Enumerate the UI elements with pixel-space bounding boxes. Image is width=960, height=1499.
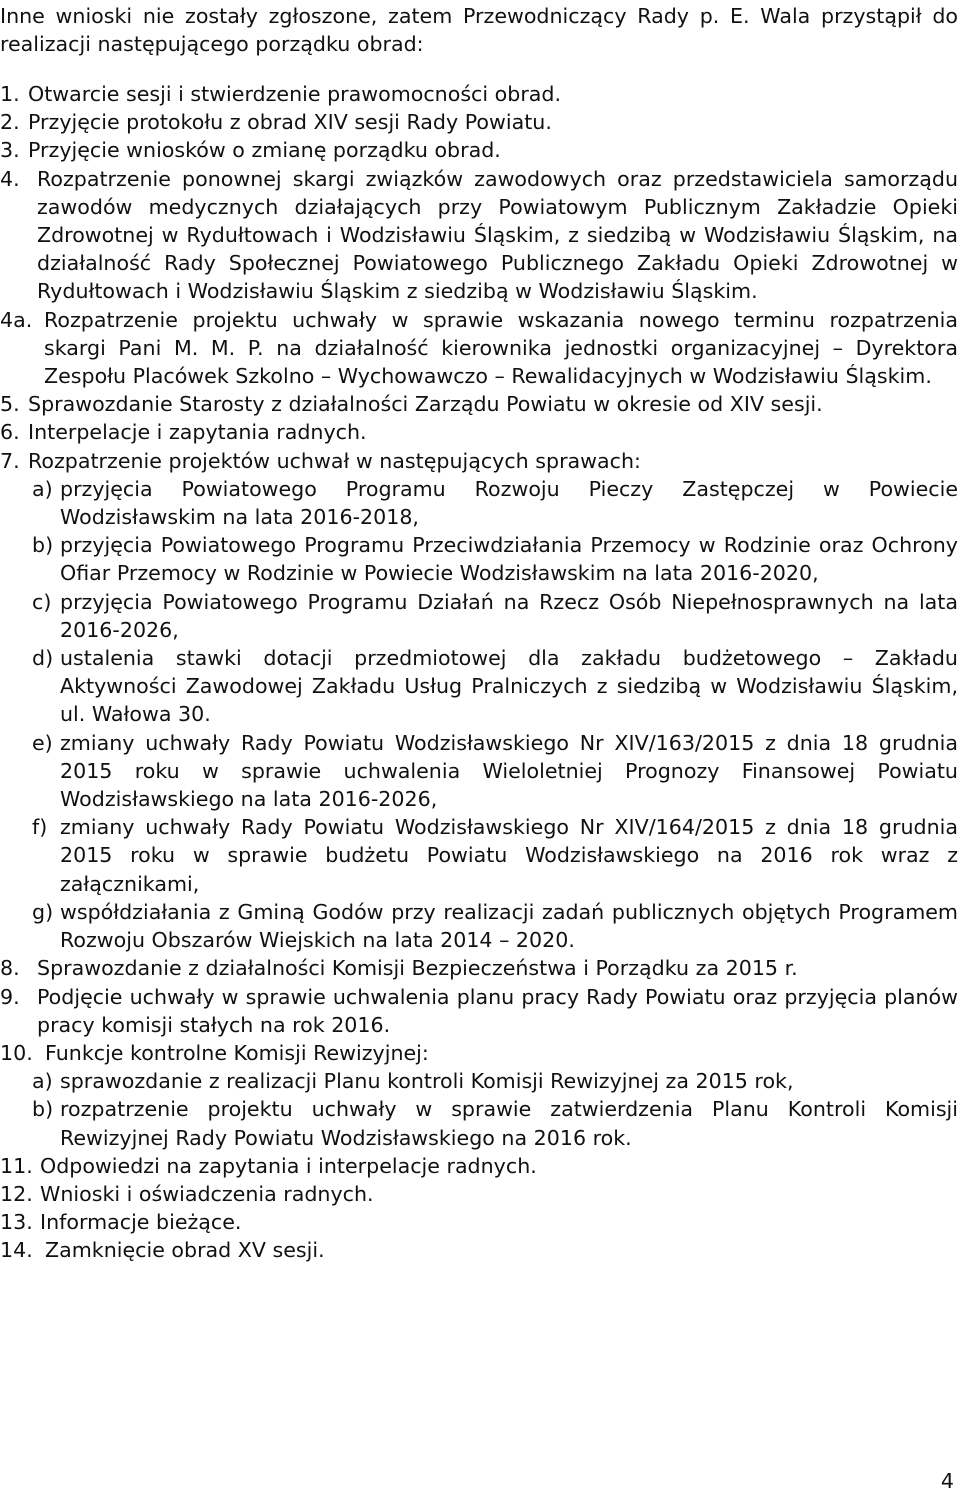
item-number: 6. xyxy=(0,420,20,445)
item-text: Rozpatrzenie projektu uchwały w sprawie wskazania nowego terminu rozpatrzenia skargi Pani M. M. P. na działalność kierownika jednostki organizacyjnej – Dyrektora Zespołu Placówek Szkolno – Wychowawczo – Rewalidacyjnych w Wodzisławiu Śląskim. xyxy=(44,307,958,389)
agenda-list xyxy=(0,80,958,1265)
agenda-item xyxy=(0,1152,958,1180)
agenda-item xyxy=(0,1039,958,1152)
agenda-item xyxy=(0,108,958,136)
item-number: 2. xyxy=(0,110,20,135)
page-number: 4 xyxy=(940,1469,954,1493)
sub-item-text: ustalenia stawki dotacji przedmiotowej dla zakładu budżetowego – Zakładu Aktywności Zawodowej Zakładu Usług Pralniczych z siedzibą w Wodzisławiu Śląskim, ul. Wałowa 30. xyxy=(60,646,958,727)
item-text: Przyjęcie protokołu z obrad XIV sesji Rady Powiatu. xyxy=(28,110,552,135)
sub-item xyxy=(32,1095,958,1151)
item-number: 8. xyxy=(0,956,20,981)
sub-item xyxy=(32,813,958,898)
item-text: Otwarcie sesji i stwierdzenie prawomocności obrad. xyxy=(28,82,562,106)
agenda-item xyxy=(0,390,958,418)
sub-item xyxy=(32,644,958,729)
agenda-item xyxy=(0,1180,958,1208)
item-number: 5. xyxy=(0,392,20,417)
sub-item-letter: c) xyxy=(32,589,52,614)
sub-item xyxy=(32,898,958,954)
sub-item-text: zmiany uchwały Rady Powiatu Wodzisławskiego Nr XIV/164/2015 z dnia 18 grudnia 2015 roku w sprawie budżetu Powiatu Wodzisławskiego na 2016 rok wraz z załącznikami, xyxy=(60,815,958,896)
item-text: Podjęcie uchwały w sprawie uchwalenia planu pracy Rady Powiatu oraz przyjęcia planów pracy komisji stałych na rok 2016. xyxy=(37,984,958,1037)
item-text: Informacje bieżące. xyxy=(40,1210,242,1235)
sub-item-text: przyjęcia Powiatowego Programu Działań na Rzecz Osób Niepełnosprawnych na lata 2016-2026, xyxy=(60,589,958,642)
item-text: Przyjęcie wniosków o zmianę porządku obrad. xyxy=(28,138,501,163)
item-number: 11. xyxy=(0,1153,33,1178)
sub-item-text: sprawozdanie z realizacji Planu kontroli Komisji Rewizyjnej za 2015 rok, xyxy=(60,1069,794,1094)
agenda-item xyxy=(0,954,958,982)
sub-item-text: przyjęcia Powiatowego Programu Przeciwdziałania Przemocy w Rodzinie oraz Ochrony Ofiar Przemocy w Rodzinie w Powiecie Wodzisławskim na lata 2016-2020, xyxy=(60,533,958,586)
sub-item-letter: g) xyxy=(32,899,54,924)
sub-item-text: przyjęcia Powiatowego Programu Rozwoju Pieczy Zastępczej w Powiecie Wodzisławskim na lata 2016-2018, xyxy=(60,476,958,530)
item-text: Funkcje kontrolne Komisji Rewizyjnej: xyxy=(45,1040,429,1065)
intro-paragraph: Inne wnioski nie zostały zgłoszone, zatem Przewodniczący Rady p. E. Wala przystąpił do realizacji następującego porządku obrad: xyxy=(0,4,958,57)
item-number: 12. xyxy=(0,1181,33,1206)
agenda-item xyxy=(0,447,958,955)
item-number: 9. xyxy=(0,984,20,1009)
agenda-item xyxy=(0,1208,958,1236)
item-number: 14. xyxy=(0,1238,33,1263)
item-text: Zamknięcie obrad XV sesji. xyxy=(45,1238,325,1263)
sub-item-text: współdziałania z Gminą Godów przy realizacji zadań publicznych objętych Programem Rozwoju Obszarów Wiejskich na lata 2014 – 2020. xyxy=(60,899,958,953)
agenda-item xyxy=(0,80,958,108)
item-text: Rozpatrzenie ponownej skargi związków zawodowych oraz przedstawiciela samorządu zawodów medycznych działających przy Powiatowym Publicznym Zakładzie Opieki Zdrowotnej w Rydułtowach i Wodzisławiu Śląskim, z siedzibą w Wodzisławiu Śląskim, na działalność Rady Społecznej Powiatowego Publicznego Zakładu Opieki Zdrowotnej w Rydułtowach i Wodzisławiu Śląskim z siedzibą w Wodzisławiu Śląskim. xyxy=(37,166,958,304)
agenda-item xyxy=(0,1236,958,1264)
item-number: 10. xyxy=(0,1040,33,1065)
item-number: 4a. xyxy=(0,307,33,332)
sub-item xyxy=(32,531,958,587)
sub-item-letter: e) xyxy=(32,730,53,755)
agenda-item xyxy=(0,165,958,306)
item-text: Interpelacje i zapytania radnych. xyxy=(28,420,367,445)
sub-item-letter: b) xyxy=(32,1097,54,1122)
sub-item-letter: a) xyxy=(32,1069,53,1094)
sub-item xyxy=(32,475,958,531)
sub-item-text: rozpatrzenie projektu uchwały w sprawie zatwierdzenia Planu Kontroli Komisji Rewizyjnej Rady Powiatu Wodzisławskiego na 2016 rok. xyxy=(60,1097,958,1150)
item-number: 1. xyxy=(0,82,20,106)
sub-item-text: zmiany uchwały Rady Powiatu Wodzisławskiego Nr XIV/163/2015 z dnia 18 grudnia 2015 roku w sprawie uchwalenia Wieloletniej Prognozy Finansowej Powiatu Wodzisławskiego na lata 2016-2026, xyxy=(60,730,958,812)
item-number: 13. xyxy=(0,1210,33,1235)
sub-item xyxy=(32,729,958,814)
agenda-item xyxy=(0,418,958,446)
item-number: 7. xyxy=(0,448,20,473)
sub-list xyxy=(32,475,958,954)
item-text: Sprawozdanie Starosty z działalności Zarządu Powiatu w okresie od XIV sesji. xyxy=(28,392,823,417)
item-number: 3. xyxy=(0,138,20,163)
agenda-item xyxy=(0,983,958,1039)
sub-list xyxy=(32,1067,958,1152)
item-text: Rozpatrzenie projektów uchwał w następujących sprawach: xyxy=(28,448,641,473)
item-text: Sprawozdanie z działalności Komisji Bezpieczeństwa i Porządku za 2015 r. xyxy=(37,956,798,981)
agenda-item xyxy=(0,306,958,391)
item-number: 4. xyxy=(0,166,20,191)
item-text: Odpowiedzi na zapytania i interpelacje radnych. xyxy=(40,1153,537,1178)
sub-item-letter: f) xyxy=(32,815,48,840)
sub-item-letter: a) xyxy=(32,476,53,501)
sub-item-letter: b) xyxy=(32,533,54,558)
sub-item-letter: d) xyxy=(32,646,54,671)
item-text: Wnioski i oświadczenia radnych. xyxy=(40,1181,374,1206)
sub-item xyxy=(32,1067,958,1095)
agenda-item xyxy=(0,136,958,164)
sub-item xyxy=(32,588,958,644)
